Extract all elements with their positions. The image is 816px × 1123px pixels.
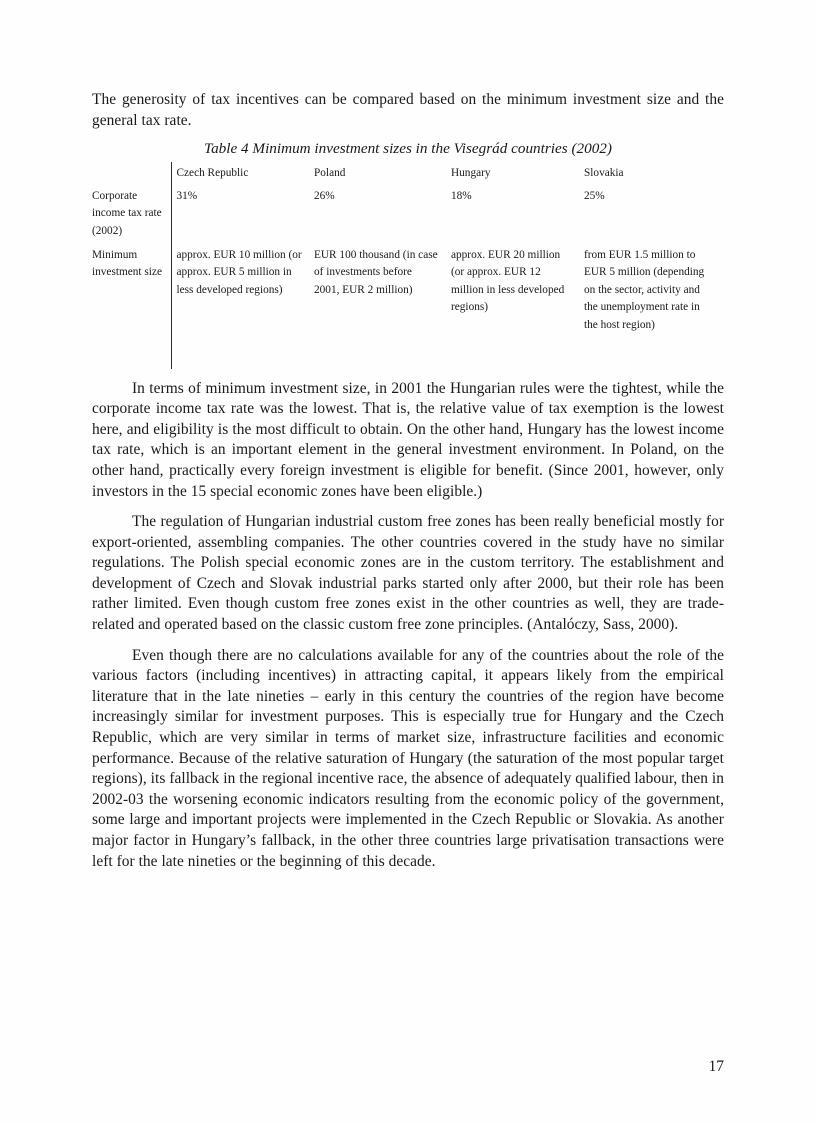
- table-header-row: [88, 162, 722, 186]
- cell-tax-rate-czech: 31%: [176, 189, 198, 202]
- body-paragraph-2: The regulation of Hungarian industrial custom free zones has been really beneficial mostly for export-oriented, assembling companies. The other countries covered in the study have no similar regulations. The Polish special economic zones are in the custom territory. The establishment and development of Czech and Slovak industrial parks started only after 2000, but their role has been rather limited. Even though custom free zones exist in the other countries as well, they are trade-related and operated based on the classic custom free zone principles. (Antalóczy, Sass, 2000).: [92, 513, 724, 634]
- page-content: [92, 90, 724, 872]
- cell-tax-rate-hungary: 18%: [451, 189, 472, 202]
- cell-min-investment-czech: approx. EUR 10 million (or approx. EUR 5 million in less developed regions): [176, 248, 302, 296]
- minimum-investment-table: [88, 162, 723, 368]
- body-paragraph-1: In terms of minimum investment size, in 2001 the Hungarian rules were the tightest, while the corporate income tax rate was the lowest. That is, the relative value of tax exemption is the lowest here, and eligibility is the most difficult to obtain. On the other hand, Hungary has the lowest income tax rate, which is an important element in the general investment environment. In Poland, on the other hand, practically every foreign investment is eligible for benefit. (Since 2001, however, only investors in the 15 special economic zones have been eligible.): [92, 379, 724, 500]
- table-wrapper: [88, 162, 722, 368]
- row-label-tax-rate: Corporate income tax rate (2002): [88, 186, 171, 245]
- spacer: [92, 131, 724, 139]
- cell-min-investment-slovakia: from EUR 1.5 million to EUR 5 million (depending on the sector, activity and the unemployment rate in the host region): [584, 248, 705, 331]
- table-row: [88, 186, 722, 245]
- table-row: [88, 245, 722, 369]
- row-label-min-investment: Minimum investment size: [88, 245, 171, 369]
- table-header-hungary: Hungary: [451, 167, 491, 180]
- table-header-slovakia: Slovakia: [584, 167, 624, 180]
- cell-min-investment-hungary: approx. EUR 20 million (or approx. EUR 12 million in less developed regions): [451, 248, 565, 314]
- spacer: [92, 369, 724, 379]
- intro-paragraph: The generosity of tax incentives can be compared based on the minimum investment size and the general tax rate.: [92, 91, 724, 129]
- cell-tax-rate-poland: 26%: [314, 189, 335, 202]
- table-header-corner: [88, 162, 171, 186]
- spacer: [92, 502, 724, 512]
- cell-tax-rate-slovakia: 25%: [584, 189, 605, 202]
- page-number: 17: [708, 1058, 724, 1075]
- spacer: [92, 636, 724, 646]
- table-header-poland: Poland: [314, 167, 346, 180]
- cell-min-investment-poland: EUR 100 thousand (in case of investments before 2001, EUR 2 million): [314, 248, 438, 296]
- table-caption: Table 4 Minimum investment sizes in the Visegrád countries (2002): [204, 140, 612, 158]
- table-header-czech: Czech Republic: [176, 167, 249, 180]
- body-paragraph-3: Even though there are no calculations available for any of the countries about the role of the various factors (including incentives) in attracting capital, it appears likely from the empirical literature that in the late nineties – early in this century the countries of the region have become increasingly similar for investment purposes. This is especially true for Hungary and the Czech Republic, which are very similar in terms of market size, infrastructure facilities and economic performance. Because of the relative saturation of Hungary (the saturation of the most popular target regions), its fallback in the regional incentive race, the absence of adequately qualified labour, then in 2002-03 the worsening economic indicators resulting from the economic policy of the government, some large and important projects were implemented in the Czech Republic or Slovakia. As another major factor in Hungary’s fallback, in the other three countries large privatisation transactions were left for the late nineties or the beginning of this decade.: [92, 646, 724, 870]
